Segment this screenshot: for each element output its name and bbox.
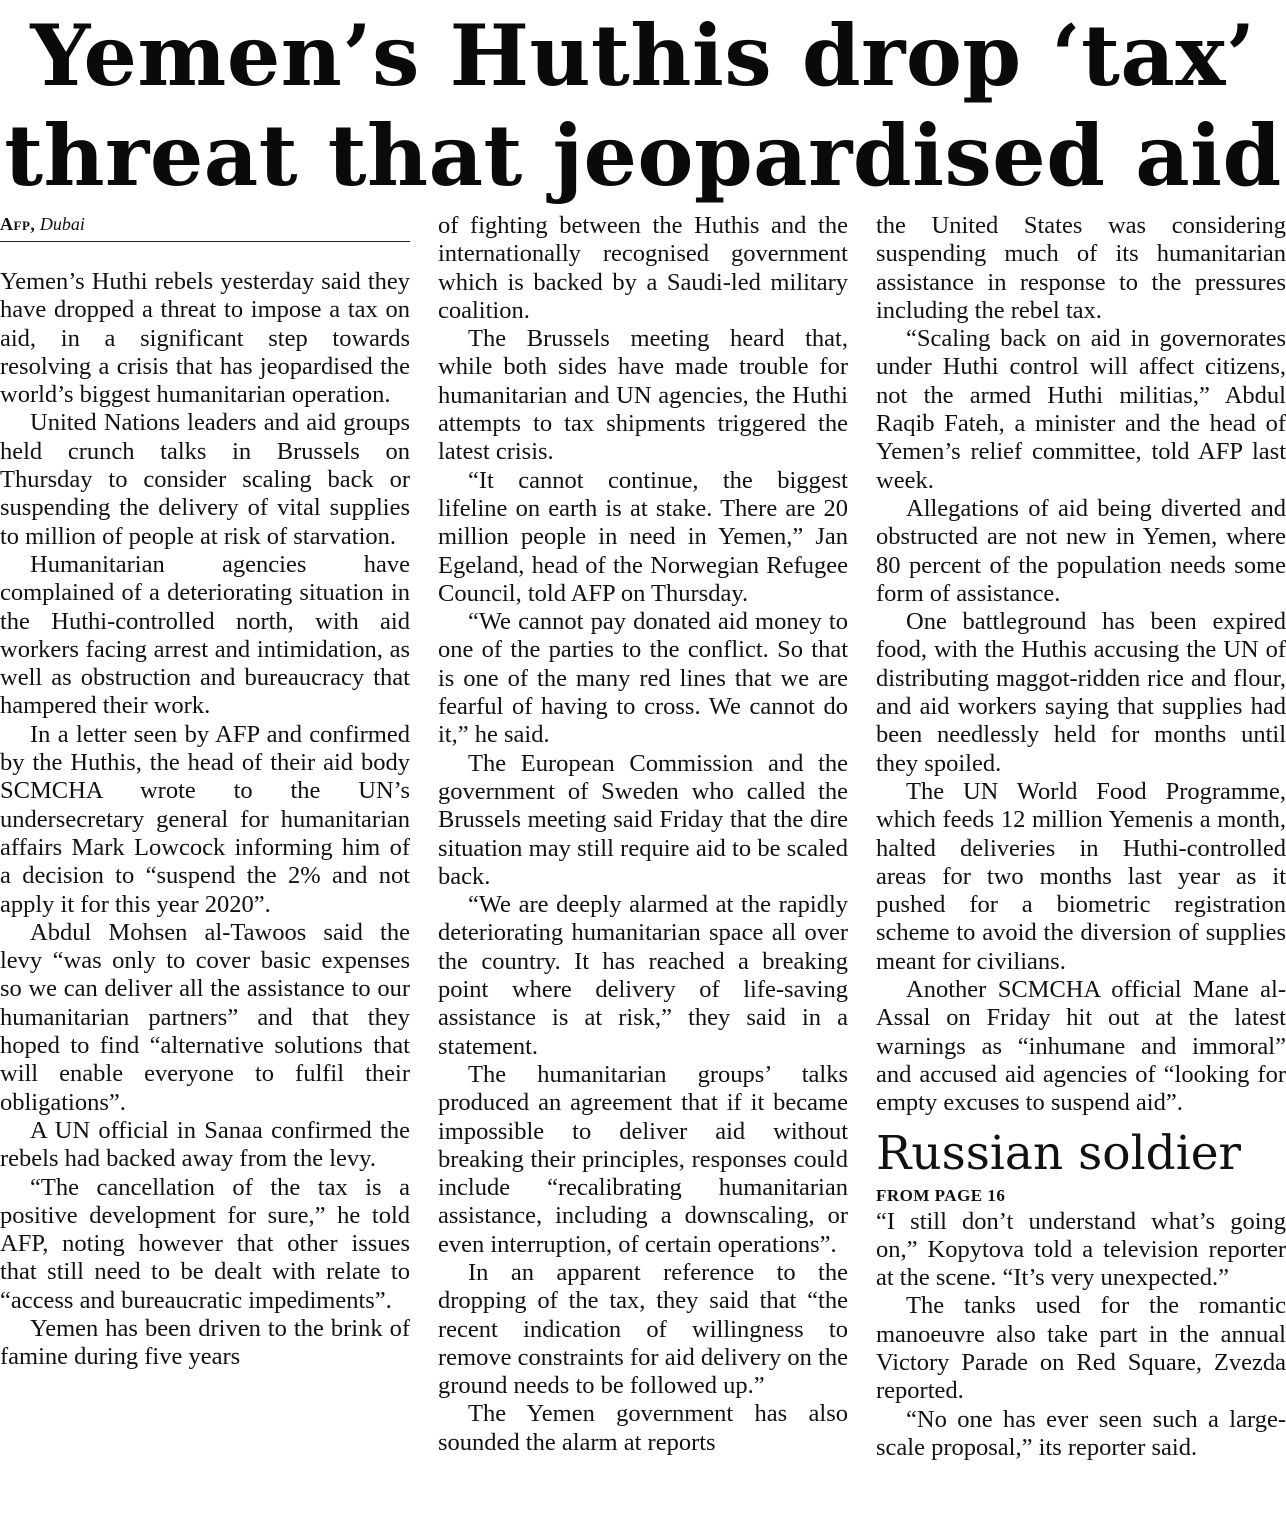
article-paragraph: In an apparent reference to the dropping of the tax, they said that “the recent indication of willingness to remove constraints for aid delivery on the ground needs to be followed up.” — [438, 1258, 848, 1400]
article-paragraph: The humanitarian groups’ talks produced an agreement that if it became impossible to deliver aid without breaking their principles, responses could include “recalibrating humanitarian assistance, including a downscaling, or even interruption, of certain operations”. — [438, 1060, 848, 1258]
article-column-2 — [438, 212, 848, 1534]
article-paragraph-continued: the United States was considering suspending much of its humanitarian assistance in response to the pressures including the rebel tax. — [876, 212, 1286, 324]
article-paragraph: A UN official in Sanaa confirmed the rebels had backed away from the levy. — [0, 1116, 410, 1173]
article-paragraph: The Yemen government has also sounded the alarm at reports — [438, 1400, 848, 1456]
article-paragraph: In a letter seen by AFP and confirmed by the Huthis, the head of their aid body SCMCHA wrote to the UN’s undersecretary general for humanitarian affairs Mark Lowcock informing him of a decision to “suspend the 2% and not apply it for this year 2020”. — [0, 720, 410, 918]
article-paragraph: Allegations of aid being diverted and obstructed are not new in Yemen, where 80 percent of the population needs some form of assistance. — [876, 494, 1286, 607]
article-paragraph: “We are deeply alarmed at the rapidly deteriorating humanitarian space all over the country. It has reached a breaking point where delivery of life-saving assistance is at risk,” they said in a statement. — [438, 891, 848, 1060]
article-column-3 — [876, 212, 1286, 1534]
article-paragraph: Abdul Mohsen al-Tawoos said the levy “was only to cover basic expenses so we can deliver all the assistance to our humanitarian partners” and that they hoped to find “alternative solutions that will enable everyone to fulfil their obligations”. — [0, 918, 410, 1116]
article-paragraph-continued: of fighting between the Huthis and the internationally recognised government which is backed by a Saudi-led military coalition. — [438, 212, 848, 324]
article-paragraph: Yemen’s Huthi rebels yesterday said they have dropped a threat to impose a tax on aid, in a significant step towards resolving a crisis that has jeopardised the world’s biggest humanitarian operation. — [0, 268, 410, 409]
article-paragraph: The UN World Food Programme, which feeds 12 million Yemenis a month, halted deliveries in Huthi-controlled areas for two months last year as it pushed for a biometric registration scheme to avoid the diversion of supplies meant for civilians. — [876, 777, 1286, 975]
article-paragraph: The Brussels meeting heard that, while both sides have made trouble for humanitarian and UN agencies, the Huthi attempts to tax shipments triggered the latest crisis. — [438, 325, 848, 466]
article-paragraph: Another SCMCHA official Mane al-Assal on Friday hit out at the latest warnings as “inhumane and immoral” and accused aid agencies of “looking for empty excuses to suspend aid”. — [876, 976, 1286, 1117]
article-paragraph: “It cannot continue, the biggest lifeline on earth is at stake. There are 20 million people in need in Yemen,” Jan Egeland, head of the Norwegian Refugee Council, told AFP on Thursday. — [438, 466, 848, 607]
second-story-headline: Russian soldier — [876, 1125, 1242, 1181]
second-story-paragraph: The tanks used for the romantic manoeuvre also take part in the annual Victory Parade on Red Square, Zvezda reported. — [876, 1292, 1286, 1405]
headline-line-1: Yemen’s Huthis drop ‘tax’ — [30, 6, 1256, 105]
jump-label: FROM PAGE 16 — [876, 1185, 1006, 1205]
second-story-paragraph: “No one has ever seen such a large-scale proposal,” its reporter said. — [876, 1405, 1286, 1461]
article-paragraph: United Nations leaders and aid groups held crunch talks in Brussels on Thursday to consider scaling back or suspending the delivery of vital supplies to million of people at risk of starvation. — [0, 409, 410, 550]
article-paragraph: The European Commission and the government of Sweden who called the Brussels meeting said Friday that the dire situation may still require aid to be scaled back. — [438, 749, 848, 890]
article-paragraph: “Scaling back on aid in governorates under Huthi control will affect citizens, not the armed Huthi militias,” Abdul Raqib Fateh, a minister and the head of Yemen’s relief committee, told AFP last week. — [876, 325, 1286, 494]
headline-line-2: threat that jeopardised aid — [4, 106, 1282, 205]
article-paragraph: “We cannot pay donated aid money to one of the parties to the conflict. So that is one of the many red lines that we are fearful of having to cross. We cannot do it,” he said. — [438, 608, 848, 749]
article-column-1 — [0, 212, 410, 1534]
second-story-paragraph: “I still don’t understand what’s going on,” Kopytova told a television reporter at the scene. “It’s very unexpected.” — [876, 1207, 1286, 1292]
article-paragraph: One battleground has been expired food, with the Huthis accusing the UN of distributing maggot-ridden rice and flour, and aid workers saying that supplies had been needlessly held for months until they spoiled. — [876, 608, 1286, 777]
article-paragraph: Humanitarian agencies have complained of a deteriorating situation in the Huthi-controlled north, with aid workers facing arrest and intimidation, as well as obstruction and bureaucracy that hampered their work. — [0, 550, 410, 720]
byline-agency: Afp, — [0, 214, 36, 234]
article-paragraph: “The cancellation of the tax is a positive development for sure,” he told AFP, noting however that other issues that still need to be dealt with relate to “access and bureaucratic impediments”. — [0, 1173, 410, 1314]
headline — [0, 6, 1286, 206]
byline-place: Dubai — [39, 214, 85, 234]
article-paragraph: Yemen has been driven to the brink of famine during five years — [0, 1314, 410, 1371]
byline — [0, 212, 410, 242]
